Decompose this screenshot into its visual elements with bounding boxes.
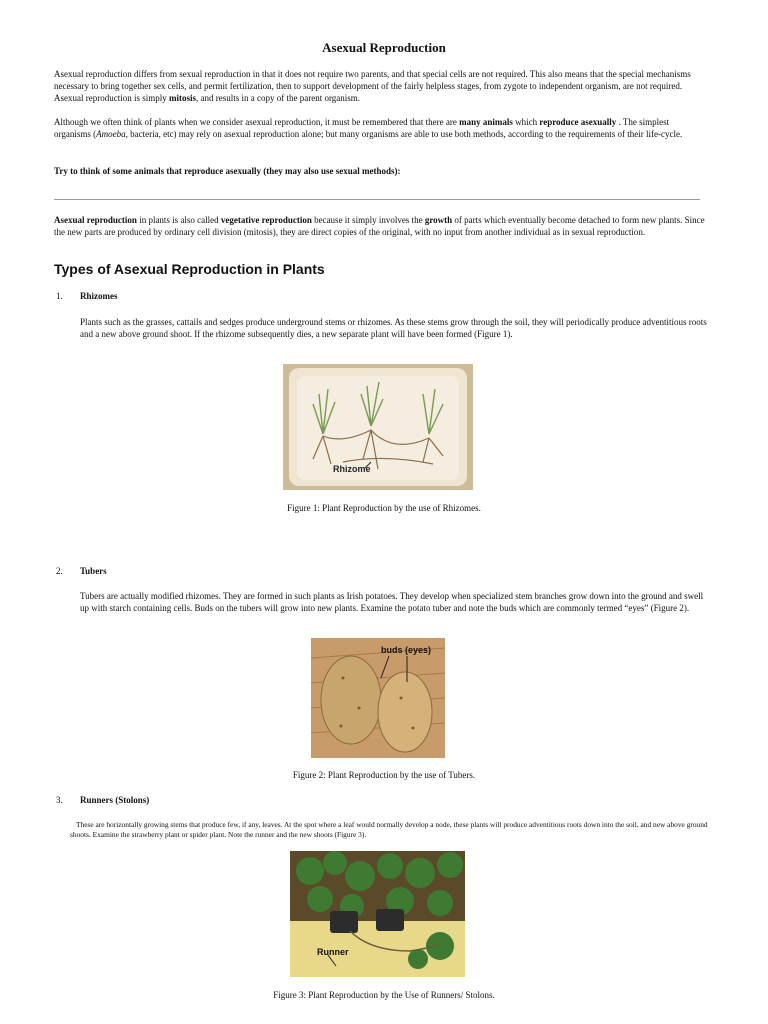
figure-2-caption: Figure 2: Plant Reproduction by the use of Tubers.	[292, 770, 476, 780]
item-1-number: 1.	[56, 291, 63, 301]
item-3-text: These are horizontally growing stems that produce few, if any, leaves. At the spot where a leaf would normally develop a node, these plants will produce adventitious roots down into the soil, and new above ground shoots. Examine the strawberry plant or spider plant. Note the runner and the new shoots (Figure 3).	[70, 820, 708, 839]
figure-3-caption: Figure 3: Plant Reproduction by the Use of Runners/ Stolons.	[273, 990, 495, 1000]
runner-photo	[290, 851, 465, 977]
item-1-title: Rhizomes	[80, 291, 118, 301]
item-3-title: Runners (Stolons)	[80, 795, 150, 805]
answer-line	[54, 199, 700, 200]
intro-paragraph-1: Asexual reproduction differs from sexual reproduction in that it does not require two parents, and that special cells are not required. This also means that the special mechanisms necessary to bring together sex cells, and permit fertilization, then to support development of the fairly helpless stages, from zygote to independent organism, are not required. Asexual reproduction is simply mitosis, and results in a copy of the parent organism.	[54, 69, 691, 104]
section-heading: Types of Asexual Reproduction in Plants	[54, 261, 325, 277]
item-2-title: Tubers	[80, 566, 107, 576]
item-1-text: Plants such as the grasses, cattails and sedges produce underground stems or rhizomes. As these stems grow through the soil, they will periodically produce adventitious roots and a new above ground shoot. If the rhizome subsequently dies, a new separate plant will have been formed (Figure 1).	[80, 317, 707, 340]
animals-prompt: Try to think of some animals that reproduce asexually (they may also use sexual methods):	[54, 166, 401, 176]
item-2-text: Tubers are actually modified rhizomes. They are formed in such plants as Irish potatoes. They develop when specialized stem branches grow down into the ground and swell up with starch containing cells. Buds on the tubers will grow into new plants. Examine the potato tuber and note the buds which are commonly termed “eyes” (Figure 2).	[80, 591, 704, 614]
vegetative-paragraph: Asexual reproduction in plants is also called vegetative reproduction because it simply involves the growth of parts which eventually become detached to form new plants. Since the new parts are produced by ordinary cell division (mitosis), they are direct copies of the original, with no input from another individual as in sexual reproduction.	[54, 215, 705, 238]
intro-paragraph-2: Although we often think of plants when we consider asexual reproduction, it must be remembered that there are many animals which reproduce asexually . The simplest organisms (Amoeba, bacteria, etc) may rely on asexual reproduction alone; but many organisms are able to use both methods, according to the requirements of their life-cycle.	[54, 117, 683, 140]
item-2-number: 2.	[56, 566, 63, 576]
rhizome-photo	[283, 364, 473, 490]
figure-1-caption: Figure 1: Plant Reproduction by the use of Rhizomes.	[287, 503, 481, 513]
runner-label: Runner	[317, 947, 349, 957]
page-title: Asexual Reproduction	[322, 40, 446, 55]
tuber-photo	[311, 638, 445, 758]
item-3-number: 3.	[56, 795, 63, 805]
buds-label: buds (eyes)	[381, 645, 432, 655]
rhizome-label: Rhizome	[333, 464, 371, 474]
